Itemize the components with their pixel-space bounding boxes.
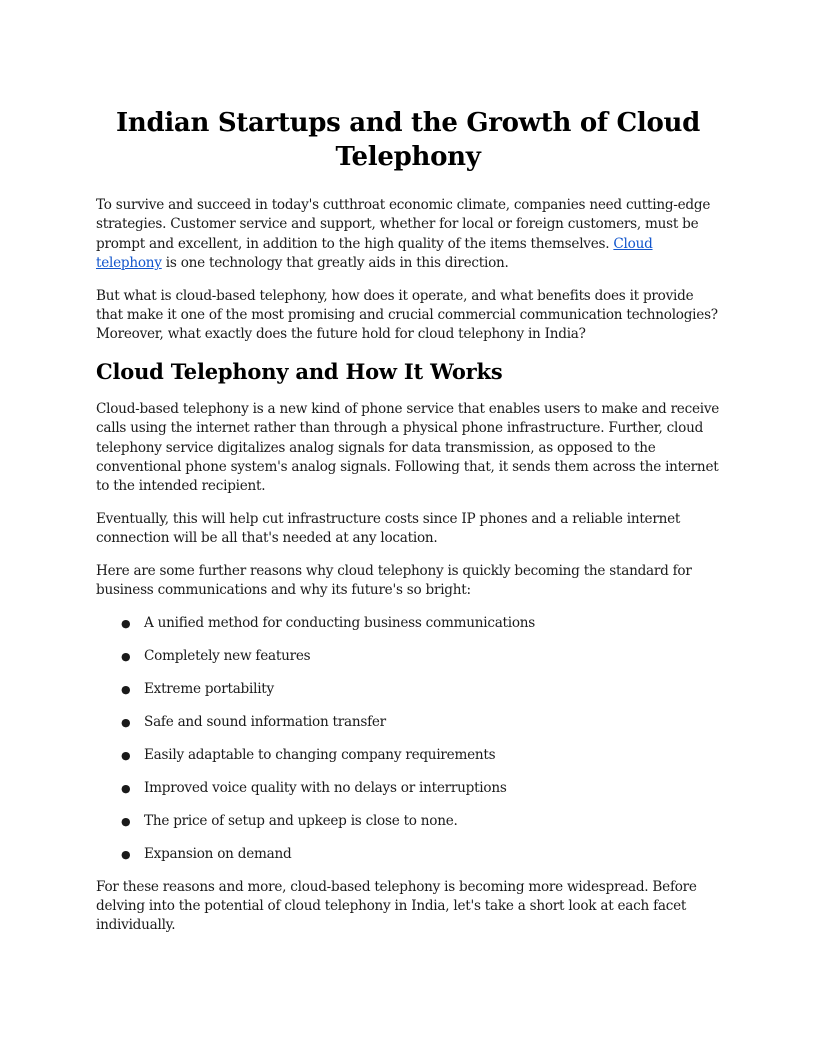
document-page xyxy=(96,106,720,949)
list-item-text: Completely new features xyxy=(144,647,311,664)
bullet-icon: ● xyxy=(121,814,131,828)
intro-text-before-link: To survive and succeed in today's cutthroat economic climate, companies need cutting-edge strategies. Customer service and support, whether for local or foreign customers, must be prompt and excellent, in addition to the high quality of the items themselves. xyxy=(96,197,711,252)
list-item xyxy=(96,614,720,633)
bullet-icon: ● xyxy=(121,781,131,795)
list-item xyxy=(96,845,720,864)
list-item xyxy=(96,680,720,699)
list-item-text: The price of setup and upkeep is close to none. xyxy=(144,812,458,829)
intro-paragraph-2: But what is cloud-based telephony, how does it operate, and what benefits does it provide that make it one of the most promising and crucial commercial communication technologies? Moreover, what exactly does the future hold for cloud telephony in India? xyxy=(96,287,718,343)
list-item xyxy=(96,812,720,831)
bullet-icon: ● xyxy=(121,649,131,663)
section-paragraph-2: Eventually, this will help cut infrastructure costs since IP phones and a reliable internet connection will be all that's needed at any location. xyxy=(96,510,681,547)
list-item xyxy=(96,746,720,765)
list-item-text: Expansion on demand xyxy=(144,845,292,862)
bullet-icon: ● xyxy=(121,847,131,861)
list-item-text: Safe and sound information transfer xyxy=(144,713,386,730)
section-paragraph-3: Here are some further reasons why cloud telephony is quickly becoming the standard for business communications and why its future's so bright: xyxy=(96,562,692,599)
list-item xyxy=(96,713,720,732)
bullet-icon: ● xyxy=(121,682,131,696)
intro-paragraph-1 xyxy=(96,196,720,274)
list-item-text: A unified method for conducting business communications xyxy=(144,614,536,631)
section-paragraph-1: Cloud-based telephony is a new kind of phone service that enables users to make and receive calls using the internet rather than through a physical phone infrastructure. Further, cloud telephony service digitalizes analog signals for data transmission, as opposed to the conventional phone system's analog signals. Following that, it sends them across the internet to the intended recipient. xyxy=(96,400,720,495)
bullet-icon: ● xyxy=(121,616,131,630)
bullet-icon: ● xyxy=(121,748,131,762)
bullet-icon: ● xyxy=(121,715,131,729)
list-item xyxy=(96,779,720,798)
section-paragraph-4: For these reasons and more, cloud-based telephony is becoming more widespread. Before delving into the potential of cloud telephony in India, let's take a short look at each facet individually. xyxy=(96,878,697,934)
section-heading-how-it-works: Cloud Telephony and How It Works xyxy=(96,358,503,384)
cloud-telephony-link[interactable]: Cloud telephony xyxy=(96,235,653,272)
list-item-text: Extreme portability xyxy=(144,680,274,697)
list-item xyxy=(96,647,720,666)
list-item-text: Easily adaptable to changing company requirements xyxy=(144,746,496,763)
reasons-list xyxy=(96,614,720,864)
intro-text-after-link: is one technology that greatly aids in this direction. xyxy=(161,255,509,272)
document-title: Indian Startups and the Growth of Cloud Telephony xyxy=(116,108,700,172)
list-item-text: Improved voice quality with no delays or interruptions xyxy=(144,779,507,796)
